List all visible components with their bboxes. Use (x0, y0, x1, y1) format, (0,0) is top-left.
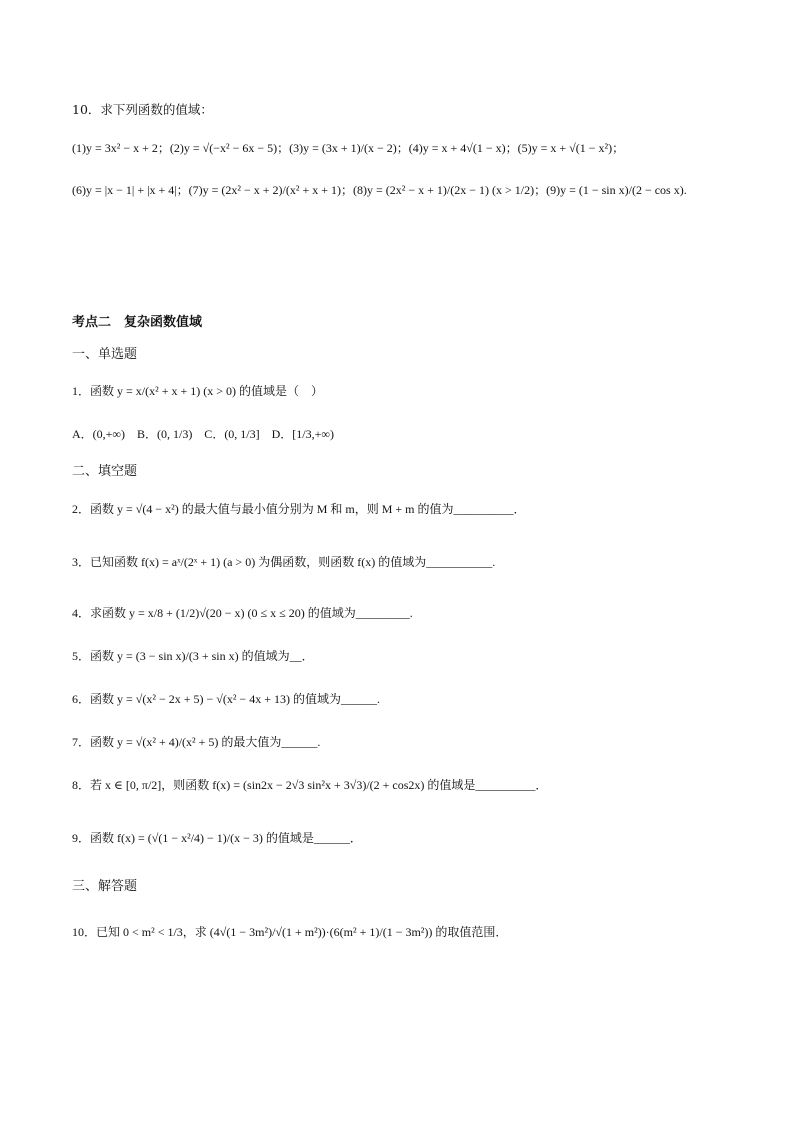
question-5: 5．函数 y = (3 − sin x)/(3 + sin x) 的值域为__． (72, 649, 314, 663)
part3-title: 三、解答题 (72, 879, 138, 894)
q10-top-title: 10．求下列函数的值域： (72, 102, 213, 117)
question-4: 4．求函数 y = x/8 + (1/2)√(20 − x) (0 ≤ x ≤ 20) 的值域为_________. (72, 606, 413, 620)
q10-top-line1: (1)y = 3x² − x + 2；(2)y = √(−x² − 6x − 5)；(3)y = (3x + 1)/(x − 2)；(4)y = x + 4√(1 − x)；(5)y = x + √(1 − x²)； (72, 141, 625, 155)
part1-title: 一、单选题 (72, 347, 138, 362)
question-2: 2．函数 y = √(4 − x²) 的最大值与最小值分别为 M 和 m，则 M + m 的值为__________． (72, 502, 526, 516)
part2-title: 二、填空题 (72, 464, 138, 479)
question-1: 1．函数 y = x/(x² + x + 1) (x > 0) 的值域是（ ） (72, 384, 323, 398)
q10-top-line2: (6)y = |x − 1| + |x + 4|；(7)y = (2x² − x + 2)/(x² + x + 1)；(8)y = (2x² − x + 1)/(2x − 1) (x > 1/2)；(9)y = (1 − sin x)/(2 − cos x). (72, 183, 687, 197)
question-6: 6．函数 y = √(x² − 2x + 5) − √(x² − 4x + 13) 的值域为______. (72, 692, 380, 706)
question-9: 9．函数 f(x) = (√(1 − x²/4) − 1)/(x − 3) 的值域是______． (72, 831, 362, 845)
question-1-options: A．(0,+∞) B．(0, 1/3) C．(0, 1/3] D．[1/3,+∞) (72, 427, 334, 441)
section-title: 考点二 复杂函数值域 (72, 315, 203, 330)
question-7: 7．函数 y = √(x² + 4)/(x² + 5) 的最大值为______. (72, 735, 321, 749)
question-10: 10．已知 0 < m² < 1/3，求 (4√(1 − 3m²)/√(1 + m²))·(6(m² + 1)/(1 − 3m²)) 的取值范围． (72, 925, 508, 939)
question-3: 3．已知函数 f(x) = aˣ/(2ˣ + 1) (a > 0) 为偶函数，则函数 f(x) 的值域为___________. (72, 555, 496, 569)
question-8: 8．若 x ∈ [0, π/2]，则函数 f(x) = (sin2x − 2√3 sin²x + 3√3)/(2 + cos2x) 的值域是__________． (72, 778, 548, 792)
